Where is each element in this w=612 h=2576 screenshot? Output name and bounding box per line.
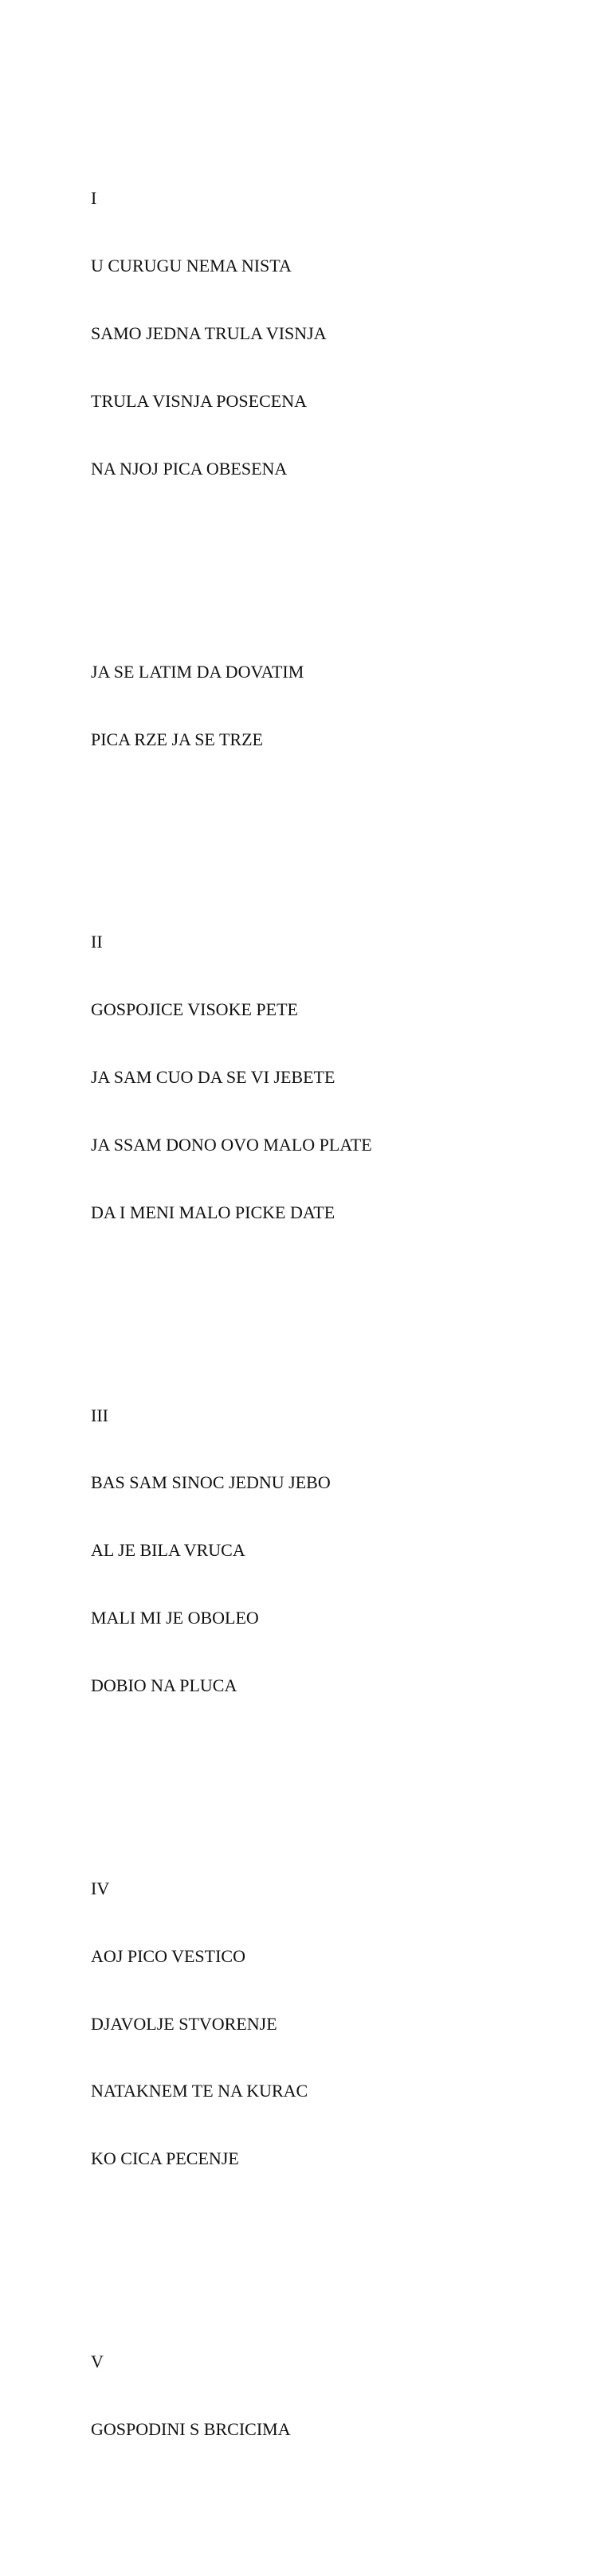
text-line: DJAVOLJE STVORENJE xyxy=(91,2013,277,2034)
text-line: AL JE BILA VRUCA xyxy=(91,1540,245,1561)
section-numeral: V xyxy=(91,2351,104,2371)
text-line: JA SAM CUO DA SE VI JEBETE xyxy=(91,1067,335,1088)
text-line: SAMO JEDNA TRULA VISNJA xyxy=(91,323,327,344)
text-line: U CURUGU NEMA NISTA xyxy=(91,256,292,276)
stanza-2 xyxy=(91,616,372,795)
text-line: JA SE LATIM DA DOVATIM xyxy=(91,661,304,682)
text-line: MALI MI JE OBOLEO xyxy=(91,1608,259,1628)
text-line: NATAKNEM TE NA KURAC xyxy=(91,2081,308,2101)
text-line: DOBIO NA PLUCA xyxy=(91,1675,237,1696)
text-line: KO CICA PECENJE xyxy=(91,2148,239,2169)
section-numeral: I xyxy=(91,188,97,209)
stanza-5 xyxy=(91,1832,372,2215)
stanza-6 xyxy=(91,2305,372,2485)
stanza-1 xyxy=(91,143,372,526)
text-line: TRULA VISNJA POSECENA xyxy=(91,391,307,412)
poem-text xyxy=(91,75,372,2576)
section-numeral: II xyxy=(91,932,103,952)
section-numeral: IV xyxy=(91,1878,110,1898)
section-numeral: III xyxy=(91,1405,108,1425)
text-line: BAS SAM SINOC JEDNU JEBO xyxy=(91,1472,331,1493)
stanza-3 xyxy=(91,886,372,1269)
text-line: AOJ PICO VESTICO xyxy=(91,1945,245,1966)
text-line: DA I MENI MALO PICKE DATE xyxy=(91,1202,335,1222)
stanza-4 xyxy=(91,1359,372,1742)
text-line: GOSPODINI S BRCICIMA xyxy=(91,2418,291,2439)
text-line: PICA RZE JA SE TRZE xyxy=(91,729,263,749)
text-line: NA NJOJ PICA OBESENA xyxy=(91,459,288,479)
text-line: JA SSAM DONO OVO MALO PLATE xyxy=(91,1134,372,1155)
text-line: GOSPOJICE VISOKE PETE xyxy=(91,999,298,1020)
